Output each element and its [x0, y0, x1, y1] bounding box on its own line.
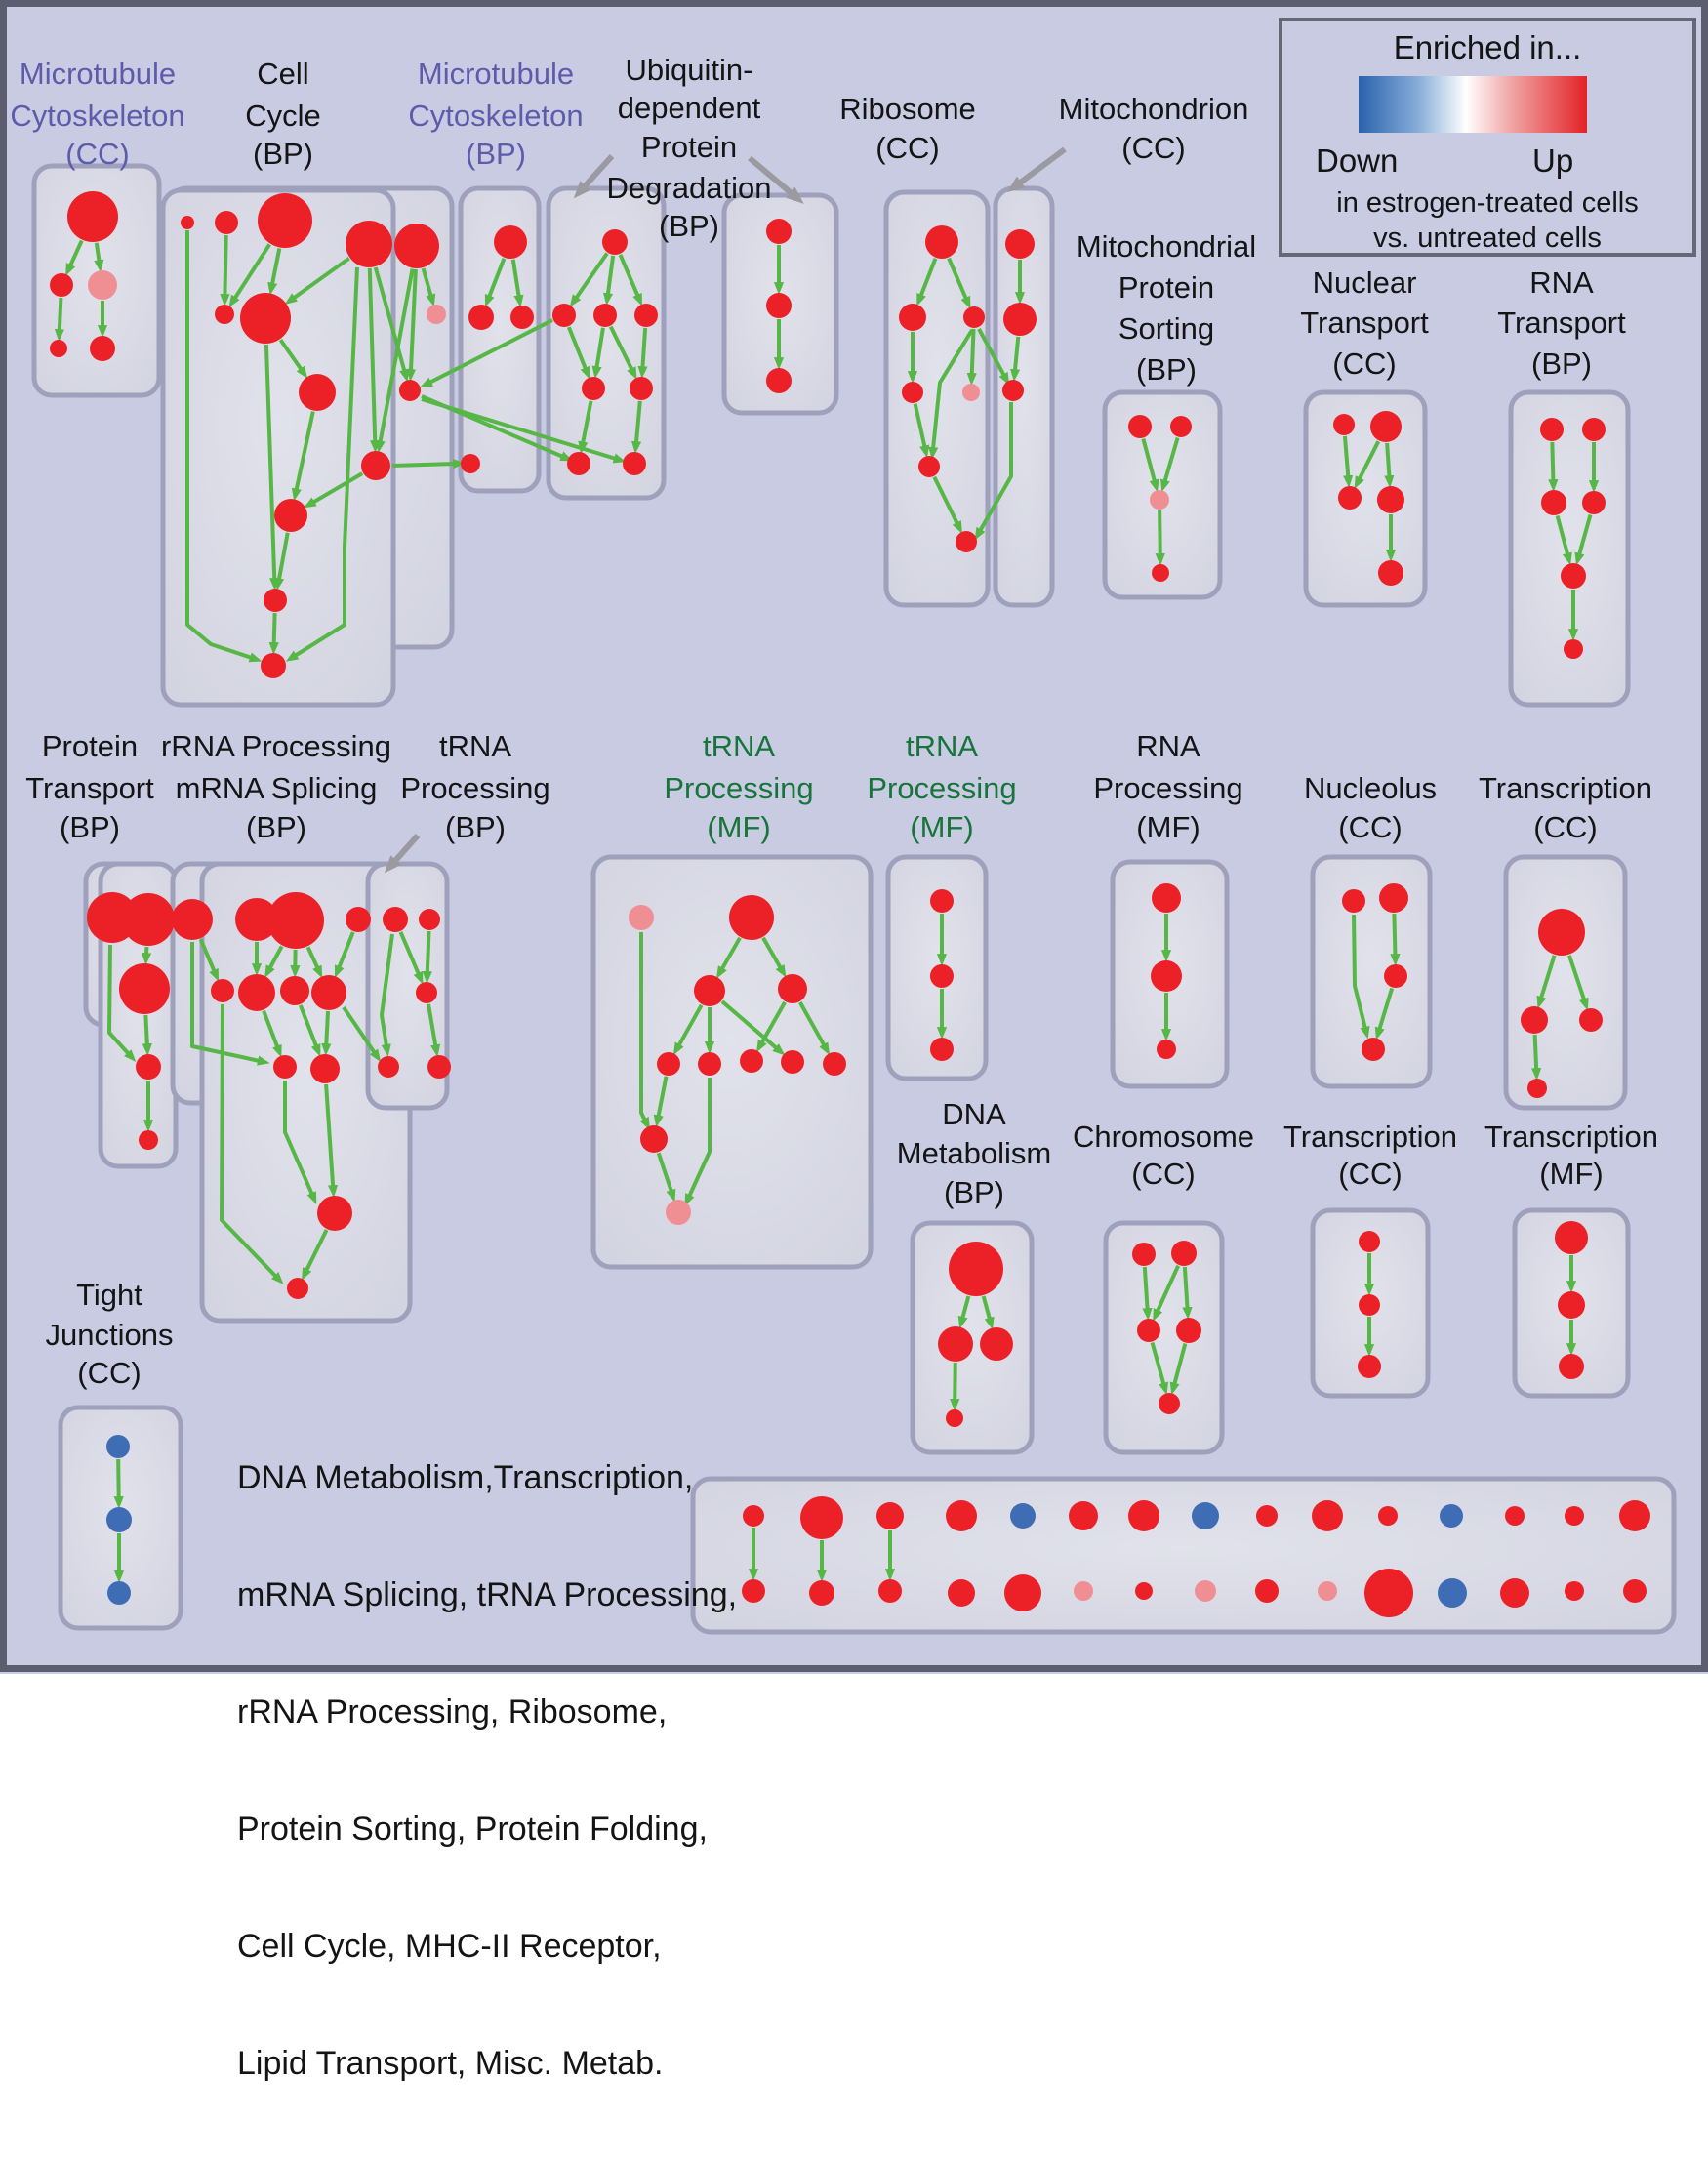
- legend-subtitle-line2: vs. untreated cells: [1282, 223, 1692, 255]
- cluster-label-transcription-cc-2: Transcription: [1283, 1120, 1457, 1154]
- edge-arrow: [642, 328, 645, 368]
- cross-cluster-edge-arrow: [392, 464, 455, 466]
- go-term-node: [956, 531, 977, 552]
- go-term-node: [742, 1579, 765, 1603]
- go-term-node: [766, 368, 792, 393]
- go-term-node: [938, 1326, 973, 1362]
- go-term-node: [1521, 1006, 1548, 1034]
- cluster-label-microtubule-bp: (BP): [466, 137, 526, 171]
- go-term-node: [766, 293, 792, 318]
- legend-subtitle-line1: in estrogen-treated cells: [1282, 187, 1692, 220]
- go-term-node: [602, 229, 628, 255]
- go-term-node: [1074, 1581, 1093, 1601]
- cluster-label-ribosome-cc: Ribosome: [839, 92, 976, 126]
- edge-arrow: [972, 329, 974, 375]
- cluster-label-tight-junctions: Junctions: [46, 1318, 174, 1352]
- cluster-label-ubiquitin-degradation-a: (BP): [659, 209, 719, 243]
- cluster-label-mitochondrial-protein-sorting: Protein: [1118, 270, 1214, 305]
- cluster-label-ubiquitin-degradation-a: Ubiquitin-: [626, 53, 753, 87]
- go-term-node: [90, 336, 115, 361]
- go-term-node: [461, 454, 480, 473]
- go-term-node: [1561, 563, 1586, 589]
- go-term-node: [399, 380, 421, 401]
- cluster-label-microtubule-bp: Cytoskeleton: [408, 99, 583, 133]
- go-term-node: [346, 907, 371, 932]
- go-term-node: [1152, 883, 1181, 913]
- go-term-node: [930, 964, 954, 988]
- go-term-node: [948, 1579, 975, 1607]
- go-term-node: [552, 304, 576, 327]
- edge-arrow: [274, 613, 275, 644]
- go-term-node: [267, 892, 324, 949]
- legend: [1279, 18, 1696, 257]
- go-term-node: [1128, 415, 1152, 438]
- go-term-node: [299, 374, 336, 411]
- annotation-line: Cell Cycle, MHC-II Receptor,: [237, 1927, 737, 1966]
- cluster-label-mitochondrial-protein-sorting: Mitochondrial: [1077, 229, 1256, 264]
- go-term-node: [1559, 1354, 1584, 1379]
- go-term-node: [1004, 1574, 1041, 1611]
- go-term-node: [946, 1409, 963, 1427]
- cluster-label-cell-cycle: (BP): [253, 137, 313, 171]
- go-term-node: [215, 305, 234, 324]
- go-term-node: [280, 976, 309, 1005]
- go-term-node: [1157, 1040, 1176, 1059]
- cluster-label-rrna-processing-mrna-splicing: rRNA Processing: [161, 729, 391, 763]
- go-term-node: [1564, 639, 1583, 659]
- cluster-label-cell-cycle: Cell: [257, 57, 308, 91]
- go-term-node: [593, 304, 617, 327]
- misc-clusters-annotation: [237, 1380, 737, 2161]
- go-term-node: [1500, 1578, 1529, 1608]
- go-term-node: [273, 1055, 297, 1079]
- go-term-node: [640, 1125, 668, 1153]
- cluster-label-trna-processing-mf-large: Processing: [664, 771, 813, 805]
- edge-arrow: [955, 1363, 956, 1401]
- go-term-node: [311, 975, 346, 1010]
- go-term-node: [878, 1579, 902, 1603]
- cluster-label-trna-processing-mf-small: (MF): [910, 810, 973, 844]
- go-term-node: [1359, 1294, 1380, 1316]
- go-term-node: [1132, 1243, 1156, 1266]
- go-term-node: [361, 451, 390, 480]
- go-term-node: [1538, 909, 1585, 956]
- go-term-node: [1003, 303, 1037, 336]
- annotation-line: mRNA Splicing, tRNA Processing,: [237, 1575, 737, 1614]
- cluster-label-trna-processing-mf-large: (MF): [707, 810, 770, 844]
- go-term-node: [567, 452, 590, 475]
- go-term-node: [1342, 889, 1365, 913]
- go-term-node: [1555, 1221, 1588, 1254]
- go-term-node: [1540, 418, 1564, 441]
- cluster-label-nucleolus-cc: Nucleolus: [1304, 771, 1437, 805]
- cluster-label-mitochondrial-protein-sorting: Sorting: [1118, 311, 1214, 346]
- go-term-node: [427, 1055, 451, 1079]
- go-term-node: [1128, 1500, 1159, 1531]
- cluster-label-protein-transport: (BP): [60, 810, 120, 844]
- edge-arrow: [1159, 510, 1160, 555]
- go-term-node: [729, 895, 774, 940]
- go-term-node: [1150, 490, 1169, 510]
- go-term-node: [925, 225, 958, 259]
- legend-gradient: [1359, 76, 1587, 133]
- edge-arrow: [118, 1459, 119, 1498]
- cluster-box-chromosome-cc: [1106, 1223, 1222, 1452]
- go-term-node: [766, 219, 792, 244]
- go-term-node: [261, 653, 286, 678]
- go-term-node: [419, 909, 440, 930]
- cluster-label-microtubule-cc: Cytoskeleton: [10, 99, 184, 133]
- go-term-node: [310, 1054, 340, 1083]
- go-term-node: [657, 1052, 680, 1076]
- cluster-label-dna-metabolism: (BP): [944, 1175, 1004, 1209]
- cluster-label-ribosome-cc: (CC): [875, 131, 939, 165]
- go-term-node: [1195, 1580, 1216, 1602]
- go-term-node: [1151, 960, 1182, 992]
- go-term-node: [1359, 1231, 1380, 1252]
- go-term-node: [317, 1196, 352, 1231]
- go-term-node: [1255, 1579, 1279, 1603]
- go-term-node: [1333, 414, 1355, 435]
- cluster-label-rna-processing-mf: Processing: [1093, 771, 1242, 805]
- go-term-node: [1364, 1569, 1413, 1617]
- go-term-node: [378, 1056, 399, 1078]
- edge-arrow: [1394, 914, 1395, 956]
- go-term-node: [1505, 1506, 1525, 1526]
- go-term-node: [698, 1052, 721, 1076]
- go-term-node: [1370, 411, 1402, 442]
- cluster-label-chromosome-cc: (CC): [1131, 1157, 1195, 1191]
- go-term-node: [88, 270, 117, 300]
- go-term-node: [876, 1502, 904, 1529]
- go-term-node: [119, 963, 170, 1014]
- go-term-node: [1005, 229, 1035, 259]
- go-term-node: [258, 193, 312, 248]
- go-term-node: [139, 1130, 158, 1150]
- go-term-node: [899, 304, 926, 331]
- go-term-node: [1256, 1505, 1278, 1527]
- go-term-node: [211, 979, 234, 1002]
- go-term-node: [107, 1581, 131, 1605]
- go-term-node: [1558, 1291, 1585, 1319]
- go-term-node: [468, 305, 494, 330]
- cluster-label-trna-processing-mf-small: Processing: [867, 771, 1016, 805]
- go-term-node: [778, 974, 807, 1003]
- cluster-label-transcription-mf: (MF): [1539, 1157, 1603, 1191]
- edge-arrow: [1535, 1035, 1537, 1070]
- cluster-label-microtubule-bp: Microtubule: [418, 57, 574, 91]
- cluster-label-rrna-processing-mrna-splicing: mRNA Splicing: [176, 771, 378, 805]
- cluster-label-cell-cycle: Cycle: [245, 99, 321, 133]
- go-term-node: [1623, 1579, 1647, 1603]
- go-term-node: [1565, 1506, 1584, 1526]
- go-term-node: [1176, 1318, 1201, 1343]
- edge-arrow: [1552, 442, 1553, 481]
- go-term-node: [946, 1500, 977, 1531]
- cluster-label-protein-transport: Protein: [42, 729, 138, 763]
- annotation-line: DNA Metabolism,Transcription,: [237, 1458, 737, 1497]
- cluster-label-rna-transport: (BP): [1531, 347, 1592, 381]
- go-term-node: [1137, 1319, 1160, 1342]
- go-term-node: [1440, 1504, 1463, 1528]
- go-term-node: [1069, 1501, 1098, 1530]
- go-term-node: [1135, 1582, 1153, 1600]
- go-term-node: [1527, 1079, 1547, 1098]
- cluster-label-chromosome-cc: Chromosome: [1073, 1120, 1254, 1154]
- go-term-node: [949, 1242, 1003, 1296]
- go-term-node: [172, 899, 213, 940]
- cluster-label-mitochondrion-cc: Mitochondrion: [1059, 92, 1249, 126]
- go-term-node: [902, 382, 923, 403]
- cluster-label-tight-junctions: (CC): [77, 1356, 141, 1390]
- go-term-node: [918, 456, 940, 477]
- go-term-node: [416, 982, 437, 1003]
- edge-arrow: [224, 235, 225, 296]
- cluster-label-ubiquitin-degradation-a: dependent: [618, 91, 761, 125]
- cluster-label-rna-transport: RNA: [1529, 265, 1594, 300]
- go-term-node: [963, 306, 985, 328]
- go-term-node: [240, 293, 291, 344]
- go-term-node: [1378, 560, 1403, 586]
- legend-down-label: Down: [1316, 143, 1398, 180]
- go-term-node: [1152, 564, 1169, 582]
- go-term-node: [1358, 1355, 1381, 1378]
- cluster-label-nuclear-transport: Transport: [1300, 306, 1429, 340]
- cluster-label-trna-processing-mf-large: tRNA: [703, 729, 775, 763]
- cluster-label-dna-metabolism: DNA: [942, 1097, 1006, 1131]
- go-term-node: [1619, 1500, 1650, 1531]
- go-term-node: [1312, 1500, 1343, 1531]
- go-term-node: [238, 974, 275, 1011]
- annotation-line: rRNA Processing, Ribosome,: [237, 1692, 737, 1732]
- go-term-node: [623, 452, 646, 475]
- cluster-label-tight-junctions: Tight: [76, 1278, 142, 1312]
- go-term-node: [510, 306, 534, 329]
- go-term-node: [1541, 490, 1566, 515]
- cluster-label-microtubule-cc: (CC): [65, 137, 129, 171]
- edge-arrow: [427, 931, 429, 973]
- go-term-node: [394, 224, 439, 268]
- go-term-node: [809, 1580, 834, 1606]
- go-term-node: [287, 1278, 308, 1299]
- go-term-node: [1378, 1506, 1398, 1526]
- go-term-node: [1379, 883, 1408, 913]
- go-term-node: [1582, 418, 1606, 441]
- go-term-node: [1579, 1008, 1603, 1032]
- cluster-label-transcription-cc-1: (CC): [1533, 810, 1597, 844]
- go-term-node: [1565, 1581, 1584, 1601]
- go-term-node: [494, 225, 527, 259]
- cluster-label-trna-processing-bp: Processing: [400, 771, 549, 805]
- edge-arrow: [145, 1015, 147, 1045]
- edge-arrow: [1185, 1267, 1188, 1309]
- label-pointer-arrow: [1019, 149, 1065, 183]
- go-term-node: [1338, 486, 1362, 510]
- go-term-node: [930, 889, 954, 913]
- cluster-label-ubiquitin-degradation-a: Protein: [641, 130, 737, 164]
- go-term-node: [1438, 1578, 1467, 1608]
- cluster-label-rrna-processing-mrna-splicing: (BP): [246, 810, 306, 844]
- go-term-node: [1192, 1502, 1219, 1529]
- cluster-label-transcription-mf: Transcription: [1484, 1120, 1658, 1154]
- cluster-label-nucleolus-cc: (CC): [1338, 810, 1402, 844]
- cluster-box-transcription-cc-1: [1506, 857, 1625, 1108]
- go-term-node: [1002, 380, 1024, 401]
- cluster-label-microtubule-cc: Microtubule: [20, 57, 176, 91]
- edge-arrow: [1145, 1267, 1148, 1310]
- go-term-node: [800, 1496, 843, 1539]
- go-term-node: [630, 377, 653, 400]
- cluster-label-rna-processing-mf: (MF): [1136, 810, 1200, 844]
- go-term-node: [346, 221, 392, 267]
- cluster-label-nuclear-transport: (CC): [1332, 347, 1396, 381]
- cluster-label-mitochondrial-protein-sorting: (BP): [1136, 352, 1197, 387]
- cluster-label-trna-processing-bp: (BP): [445, 810, 506, 844]
- go-term-node: [1010, 1503, 1036, 1529]
- cluster-label-transcription-cc-1: Transcription: [1479, 771, 1652, 805]
- go-term-node: [136, 1054, 161, 1080]
- edge-arrow: [60, 298, 61, 331]
- go-term-node: [930, 1038, 954, 1061]
- cluster-box-nuclear-transport: [1306, 392, 1425, 605]
- annotation-line: Lipid Transport, Misc. Metab.: [237, 2044, 737, 2083]
- go-term-node: [823, 1052, 846, 1076]
- go-term-node: [980, 1327, 1013, 1361]
- cluster-label-transcription-cc-2: (CC): [1338, 1157, 1402, 1191]
- go-term-node: [1318, 1581, 1337, 1601]
- go-term-node: [1582, 491, 1606, 514]
- go-term-node: [264, 589, 287, 612]
- annotation-line: Protein Sorting, Protein Folding,: [237, 1810, 737, 1849]
- go-term-node: [634, 304, 658, 327]
- edge-arrow: [326, 1011, 328, 1045]
- go-term-node: [50, 273, 73, 297]
- go-term-node: [1377, 486, 1404, 513]
- cluster-label-rna-transport: Transport: [1497, 306, 1626, 340]
- label-pointer-arrow: [394, 836, 418, 862]
- go-term-node: [106, 1435, 130, 1458]
- cluster-label-mitochondrion-cc: (CC): [1121, 131, 1185, 165]
- cluster-label-protein-transport: Transport: [25, 771, 154, 805]
- cluster-label-nuclear-transport: Nuclear: [1313, 265, 1417, 300]
- go-term-node: [1159, 1393, 1180, 1414]
- legend-title: Enriched in...: [1282, 29, 1692, 66]
- cluster-label-trna-processing-mf-small: tRNA: [906, 729, 978, 763]
- go-term-node: [383, 907, 408, 932]
- cluster-label-rna-processing-mf: RNA: [1136, 729, 1200, 763]
- go-term-node: [694, 975, 725, 1006]
- go-term-node: [1384, 964, 1407, 988]
- edge-arrow: [97, 243, 100, 263]
- go-term-node: [1170, 416, 1192, 437]
- cluster-label-trna-processing-bp: tRNA: [439, 729, 511, 763]
- go-term-node: [122, 893, 175, 946]
- go-term-node: [962, 384, 980, 401]
- go-term-node: [427, 305, 446, 324]
- cluster-box-misc-strip: [693, 1479, 1674, 1632]
- go-term-node: [629, 905, 654, 930]
- legend-up-label: Up: [1532, 143, 1573, 180]
- go-term-node: [106, 1507, 132, 1532]
- cluster-label-dna-metabolism: Metabolism: [897, 1136, 1052, 1170]
- cluster-label-ubiquitin-degradation-a: Degradation: [607, 171, 772, 205]
- go-term-node: [1362, 1038, 1385, 1061]
- cluster-box-cell-cycle: [163, 190, 393, 705]
- go-term-node: [781, 1050, 804, 1074]
- go-term-node: [1171, 1241, 1197, 1266]
- go-term-node: [181, 216, 194, 229]
- go-term-node: [740, 1049, 763, 1073]
- go-term-node: [582, 377, 605, 400]
- go-term-node: [666, 1200, 691, 1225]
- edge-arrow: [1387, 443, 1389, 477]
- go-term-node: [50, 340, 67, 357]
- go-term-node: [67, 191, 118, 242]
- go-term-node: [743, 1505, 764, 1527]
- go-term-node: [215, 211, 238, 234]
- go-term-node: [274, 499, 307, 532]
